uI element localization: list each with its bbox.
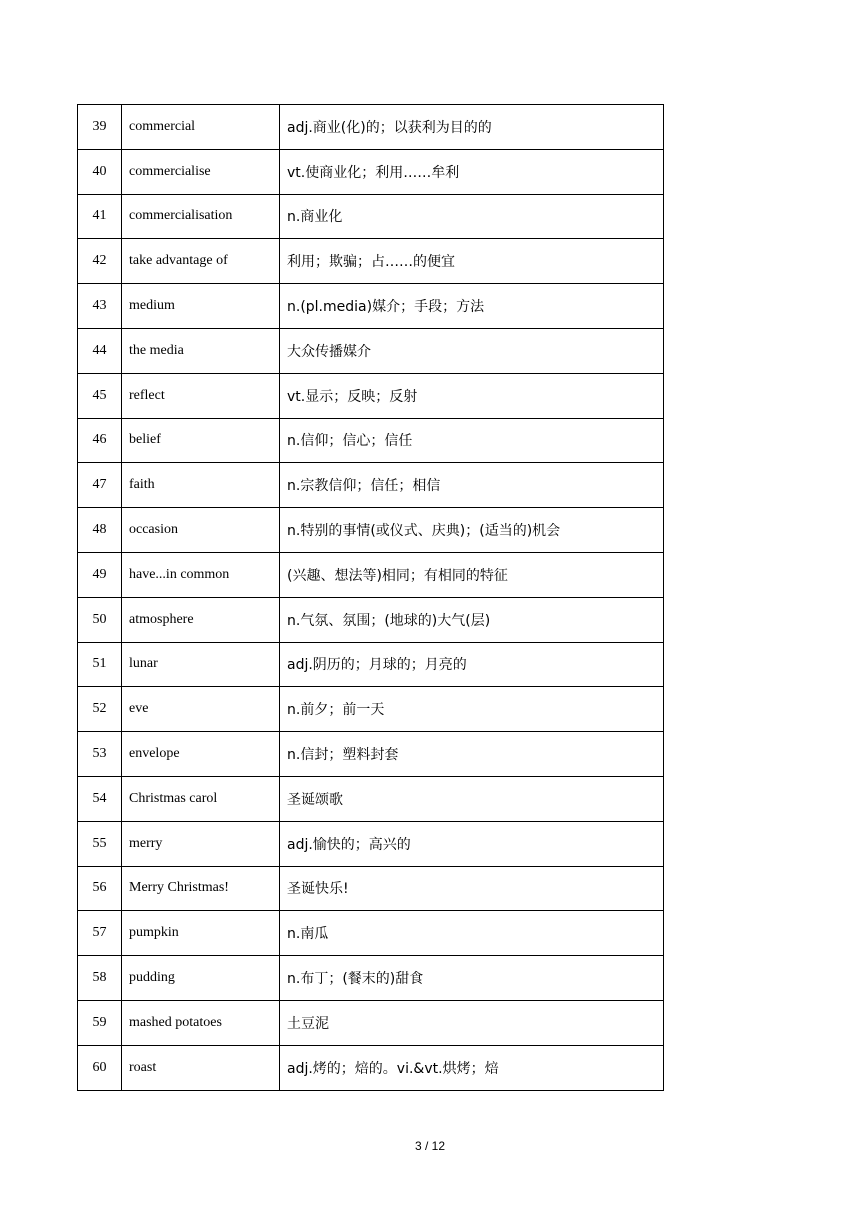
- table-row: [78, 1045, 664, 1090]
- row-number: 47: [78, 463, 122, 508]
- english-term: have...in common: [122, 552, 280, 597]
- chinese-meaning: n.南瓜: [280, 911, 664, 956]
- english-term: commercialise: [122, 149, 280, 194]
- table-row: [78, 821, 664, 866]
- table-row: [78, 105, 664, 150]
- chinese-meaning: adj.商业(化)的；以获利为目的的: [280, 105, 664, 150]
- row-number: 53: [78, 732, 122, 777]
- chinese-meaning: adj.烤的；焙的。vi.&vt.烘烤；焙: [280, 1045, 664, 1090]
- chinese-meaning: 土豆泥: [280, 1000, 664, 1045]
- row-number: 57: [78, 911, 122, 956]
- row-number: 39: [78, 105, 122, 150]
- row-number: 44: [78, 328, 122, 373]
- row-number: 46: [78, 418, 122, 463]
- chinese-meaning: 利用；欺骗；占……的便宜: [280, 239, 664, 284]
- english-term: medium: [122, 284, 280, 329]
- chinese-meaning: n.宗教信仰；信任；相信: [280, 463, 664, 508]
- chinese-meaning: vt.使商业化；利用……牟利: [280, 149, 664, 194]
- english-term: mashed potatoes: [122, 1000, 280, 1045]
- english-term: eve: [122, 687, 280, 732]
- row-number: 41: [78, 194, 122, 239]
- chinese-meaning: n.信仰；信心；信任: [280, 418, 664, 463]
- chinese-meaning: n.商业化: [280, 194, 664, 239]
- row-number: 45: [78, 373, 122, 418]
- table-row: [78, 597, 664, 642]
- english-term: merry: [122, 821, 280, 866]
- chinese-meaning: 圣诞快乐!: [280, 866, 664, 911]
- chinese-meaning: (兴趣、想法等)相同；有相同的特征: [280, 552, 664, 597]
- table-row: [78, 239, 664, 284]
- chinese-meaning: n.前夕；前一天: [280, 687, 664, 732]
- table-row: [78, 373, 664, 418]
- vocabulary-table: [77, 104, 664, 1091]
- table-row: [78, 463, 664, 508]
- table-row: [78, 418, 664, 463]
- table-row: [78, 328, 664, 373]
- vocabulary-table-body: [78, 105, 664, 1091]
- row-number: 48: [78, 508, 122, 553]
- row-number: 51: [78, 642, 122, 687]
- table-row: [78, 149, 664, 194]
- table-row: [78, 194, 664, 239]
- english-term: Merry Christmas!: [122, 866, 280, 911]
- row-number: 60: [78, 1045, 122, 1090]
- row-number: 40: [78, 149, 122, 194]
- chinese-meaning: n.布丁；(餐末的)甜食: [280, 956, 664, 1001]
- english-term: belief: [122, 418, 280, 463]
- row-number: 56: [78, 866, 122, 911]
- row-number: 58: [78, 956, 122, 1001]
- table-row: [78, 776, 664, 821]
- english-term: take advantage of: [122, 239, 280, 284]
- page-number: 3 / 12: [414, 1139, 446, 1153]
- chinese-meaning: adj.阴历的；月球的；月亮的: [280, 642, 664, 687]
- chinese-meaning: n.(pl.media)媒介；手段；方法: [280, 284, 664, 329]
- english-term: Christmas carol: [122, 776, 280, 821]
- row-number: 59: [78, 1000, 122, 1045]
- english-term: reflect: [122, 373, 280, 418]
- table-row: [78, 911, 664, 956]
- table-row: [78, 732, 664, 777]
- row-number: 49: [78, 552, 122, 597]
- english-term: roast: [122, 1045, 280, 1090]
- english-term: occasion: [122, 508, 280, 553]
- row-number: 54: [78, 776, 122, 821]
- chinese-meaning: adj.愉快的；高兴的: [280, 821, 664, 866]
- table-row: [78, 1000, 664, 1045]
- row-number: 42: [78, 239, 122, 284]
- chinese-meaning: n.信封；塑料封套: [280, 732, 664, 777]
- table-row: [78, 866, 664, 911]
- row-number: 50: [78, 597, 122, 642]
- chinese-meaning: 大众传播媒介: [280, 328, 664, 373]
- row-number: 52: [78, 687, 122, 732]
- english-term: envelope: [122, 732, 280, 777]
- english-term: the media: [122, 328, 280, 373]
- table-row: [78, 284, 664, 329]
- english-term: faith: [122, 463, 280, 508]
- english-term: pumpkin: [122, 911, 280, 956]
- english-term: lunar: [122, 642, 280, 687]
- english-term: atmosphere: [122, 597, 280, 642]
- english-term: pudding: [122, 956, 280, 1001]
- chinese-meaning: n.特别的事情(或仪式、庆典)；(适当的)机会: [280, 508, 664, 553]
- row-number: 55: [78, 821, 122, 866]
- row-number: 43: [78, 284, 122, 329]
- table-row: [78, 552, 664, 597]
- table-row: [78, 642, 664, 687]
- chinese-meaning: 圣诞颂歌: [280, 776, 664, 821]
- table-row: [78, 956, 664, 1001]
- english-term: commercialisation: [122, 194, 280, 239]
- table-row: [78, 508, 664, 553]
- english-term: commercial: [122, 105, 280, 150]
- chinese-meaning: n.气氛、氛围；(地球的)大气(层): [280, 597, 664, 642]
- chinese-meaning: vt.显示；反映；反射: [280, 373, 664, 418]
- table-row: [78, 687, 664, 732]
